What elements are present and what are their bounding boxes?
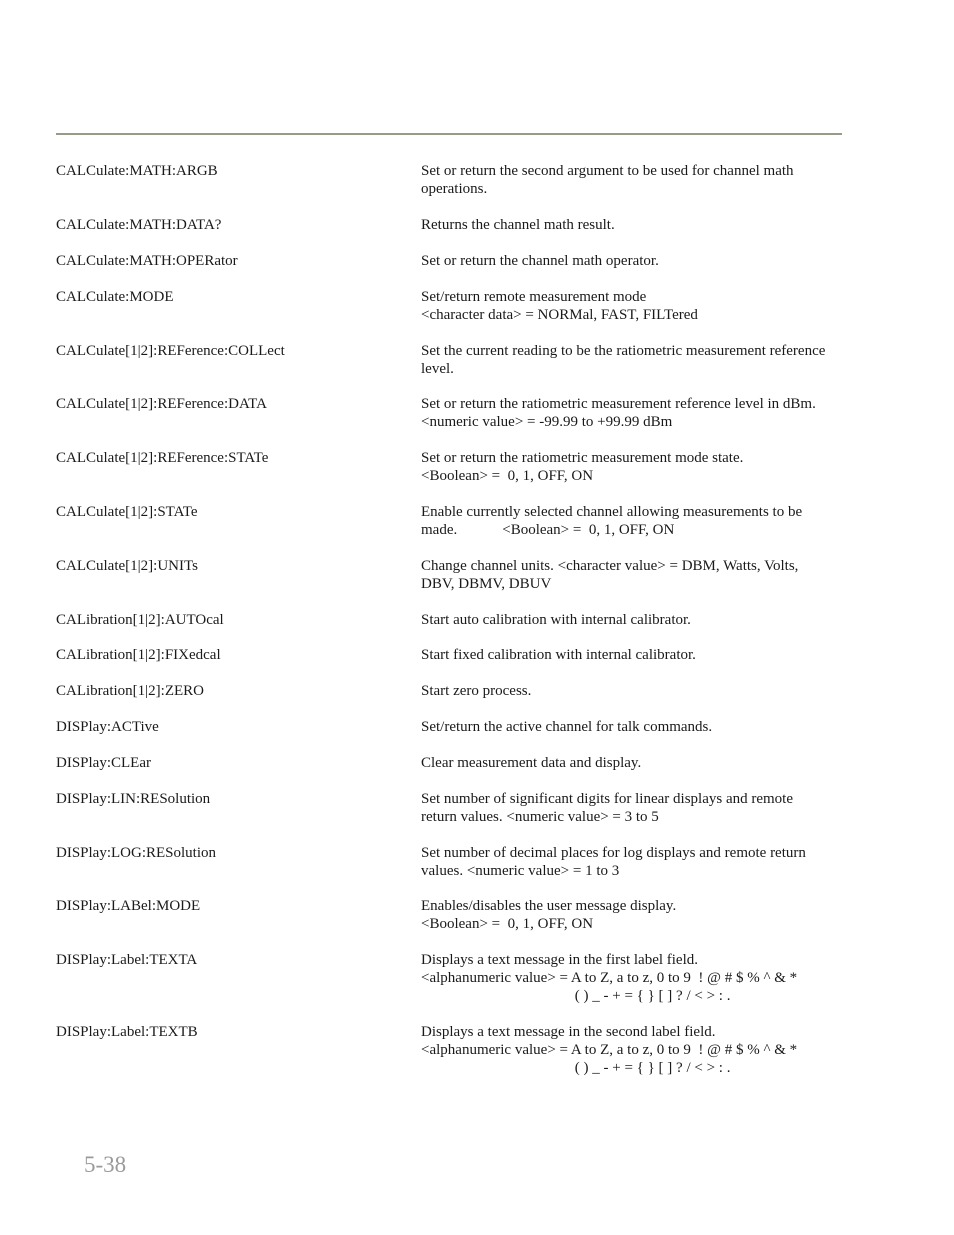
command-description (421, 252, 846, 270)
command-name: CALibration[1|2]:AUTOcal (56, 612, 224, 628)
command-name: DISPlay:LABel:MODE (56, 898, 201, 914)
description-line: Set/return the active channel for talk commands. (421, 719, 713, 735)
command-name: DISPlay:Label:TEXTB (56, 1024, 198, 1040)
command-name: CALCulate[1|2]:REFerence:DATA (56, 396, 267, 412)
command-description (421, 754, 846, 772)
command-name: CALCulate[1|2]:UNITs (56, 558, 198, 574)
command-description (421, 646, 846, 664)
command-description (421, 162, 846, 198)
command-name: CALCulate:MATH:ARGB (56, 163, 218, 179)
command-name: DISPlay:ACTive (56, 719, 159, 735)
description-line: Clear measurement data and display. (421, 755, 642, 771)
command-name: CALCulate[1|2]:REFerence:COLLect (56, 343, 285, 359)
command-description (421, 342, 846, 378)
command-description (421, 611, 846, 629)
command-name: DISPlay:Label:TEXTA (56, 952, 198, 968)
description-line: Enable currently selected channel allowing measurements to be (421, 504, 803, 520)
command-description (421, 216, 846, 234)
command-name: DISPlay:LOG:RESolution (56, 845, 217, 861)
command-name: DISPlay:CLEar (56, 755, 151, 771)
description-line: Enables/disables the user message display. (421, 898, 677, 914)
command-name: CALCulate:MATH:OPERator (56, 253, 238, 269)
command-description (421, 844, 846, 880)
description-line: Displays a text message in the first label field. (421, 952, 699, 968)
description-line: <numeric value> = -99.99 to +99.99 dBm (421, 414, 673, 430)
description-line: <alphanumeric value> = A to Z, a to z, 0 to 9 ! @ # $ % ^ & * (421, 1042, 798, 1058)
description-line: Start fixed calibration with internal calibrator. (421, 647, 696, 663)
command-name: CALCulate[1|2]:REFerence:STATe (56, 450, 269, 466)
command-name: CALCulate[1|2]:STATe (56, 504, 198, 520)
command-description (421, 897, 846, 933)
description-line: ( ) _ - + = { } [ ] ? / < > : . (421, 988, 731, 1004)
description-line: return values. <numeric value> = 3 to 5 (421, 809, 659, 825)
description-line: operations. (421, 181, 488, 197)
description-line: level. (421, 361, 454, 377)
command-name: CALibration[1|2]:ZERO (56, 683, 204, 699)
command-name: DISPlay:LIN:RESolution (56, 791, 211, 807)
command-description (421, 790, 846, 826)
command-name: CALCulate:MODE (56, 289, 174, 305)
command-description (421, 395, 846, 431)
description-line: Set or return the ratiometric measurement reference level in dBm. (421, 396, 816, 412)
description-line: Set the current reading to be the ratiometric measurement reference (421, 343, 826, 359)
command-name: CALibration[1|2]:FIXedcal (56, 647, 221, 663)
description-line: Returns the channel math result. (421, 217, 615, 233)
description-line: Displays a text message in the second label field. (421, 1024, 716, 1040)
description-line: <Boolean> = 0, 1, OFF, ON (421, 468, 594, 484)
description-line: Set or return the channel math operator. (421, 253, 659, 269)
description-line: made. <Boolean> = 0, 1, OFF, ON (421, 522, 675, 538)
command-description (421, 449, 846, 485)
page-number: 5-38 (84, 1152, 127, 1177)
description-line: Set or return the second argument to be used for channel math (421, 163, 794, 179)
command-name: CALCulate:MATH:DATA? (56, 217, 222, 233)
header-rule (56, 133, 842, 135)
command-description (421, 1023, 846, 1077)
description-line: Set or return the ratiometric measurement mode state. (421, 450, 744, 466)
command-description (421, 288, 846, 324)
command-description (421, 718, 846, 736)
description-line: Set/return remote measurement mode (421, 289, 647, 305)
description-line: <alphanumeric value> = A to Z, a to z, 0 to 9 ! @ # $ % ^ & * (421, 970, 798, 986)
command-description (421, 557, 846, 593)
command-description (421, 682, 846, 700)
description-line: ( ) _ - + = { } [ ] ? / < > : . (421, 1060, 731, 1076)
description-line: <character data> = NORMal, FAST, FILTered (421, 307, 698, 323)
description-line: Set number of significant digits for linear displays and remote (421, 791, 793, 807)
command-description (421, 503, 846, 539)
description-line: DBV, DBMV, DBUV (421, 576, 552, 592)
description-line: Change channel units. <character value> = DBM, Watts, Volts, (421, 558, 799, 574)
description-line: Start zero process. (421, 683, 532, 699)
description-line: Start auto calibration with internal calibrator. (421, 612, 691, 628)
description-line: Set number of decimal places for log displays and remote return (421, 845, 806, 861)
command-description (421, 951, 846, 1005)
description-line: <Boolean> = 0, 1, OFF, ON (421, 916, 594, 932)
description-line: values. <numeric value> = 1 to 3 (421, 863, 620, 879)
